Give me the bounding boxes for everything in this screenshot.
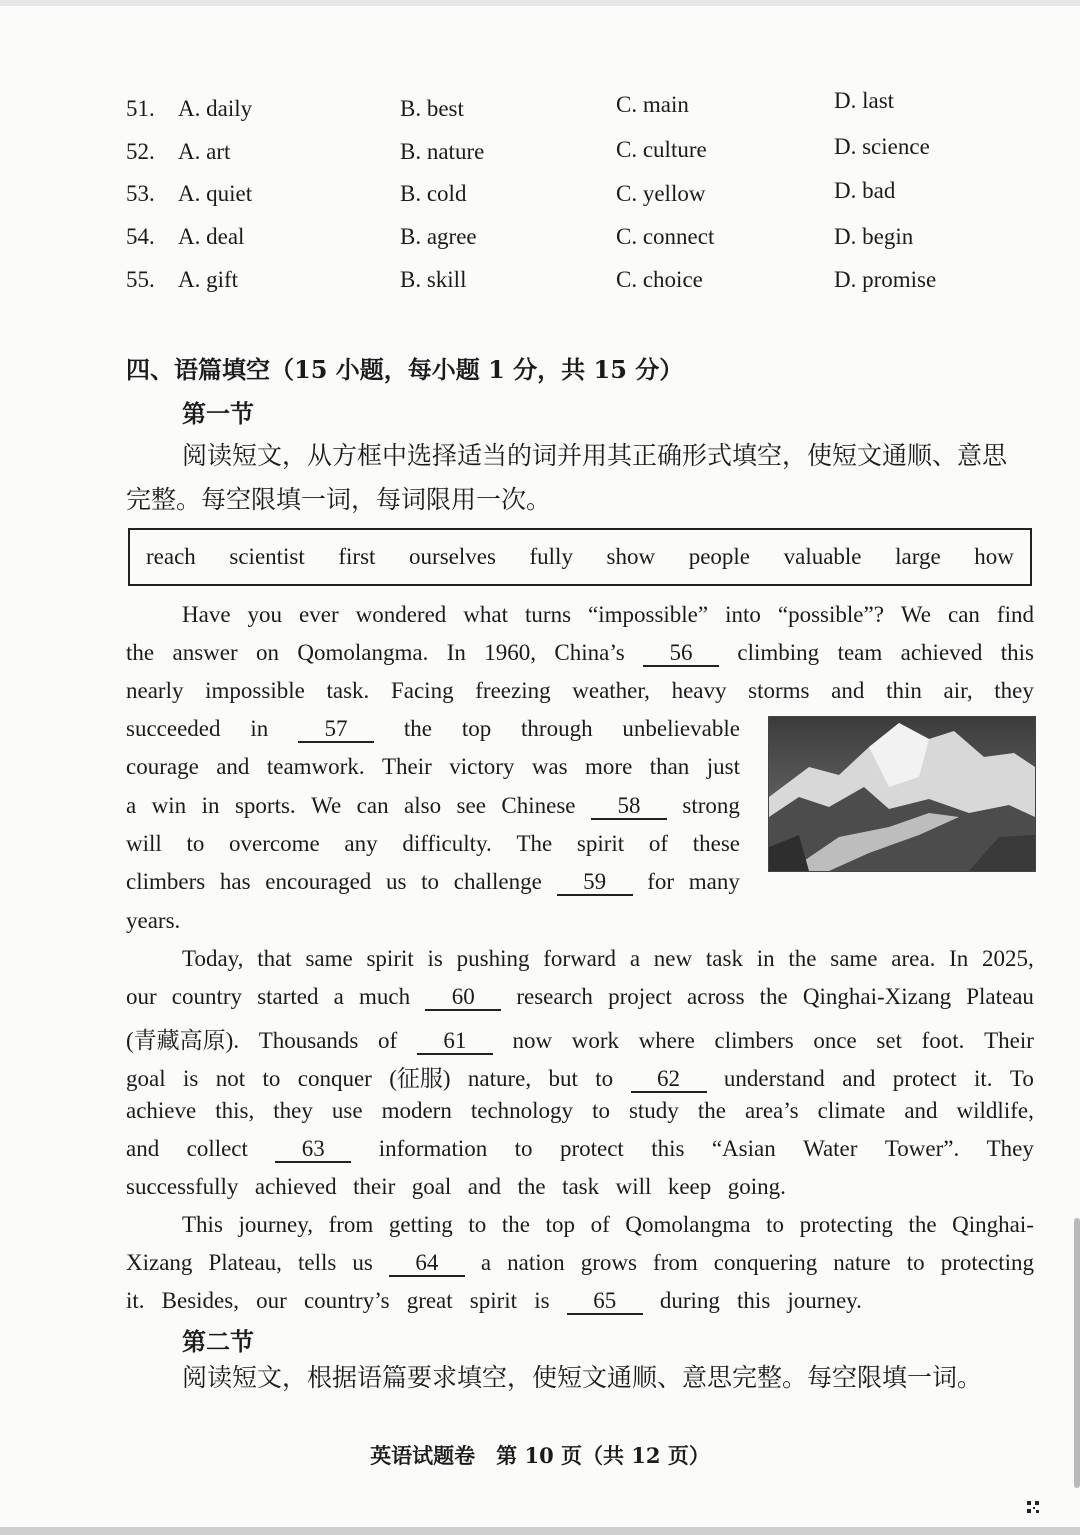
passage-word: has [219,869,251,894]
passage-word: once [813,1028,857,1053]
blank-58: 58 [591,794,667,820]
passage-word: collect [186,1136,248,1161]
passage-word: going. [727,1174,786,1199]
passage-word: our [126,984,157,1009]
passage-word: spirit [469,1288,518,1313]
passage-word: protecting [799,1212,893,1237]
passage-word: it. [974,1066,993,1091]
passage-word: climate [817,1098,886,1123]
word-option: scientist [229,544,305,569]
passage-word: forward [543,946,617,971]
passage-word: We [311,793,342,818]
passage-word: storms [748,678,810,703]
option-row-53 [126,178,986,221]
passage-word: us [352,1250,373,1275]
section-title: 四、语篇填空（15 小题，每小题 1 分，共 15 分） [126,355,684,384]
passage-word: grows [580,1250,637,1275]
passage-word: task [705,946,743,971]
qr-code-icon [1026,1500,1040,1514]
passage-word: task. [326,678,370,703]
passage-word: during [659,1288,720,1313]
blank-65: 65 [567,1289,643,1315]
passage-word: project [608,984,672,1009]
passage-word: to [592,1098,610,1123]
passage-word: understand [723,1066,825,1091]
passage-word: this [651,1136,685,1161]
passage-word: to [906,1250,925,1275]
passage-word: weather, [572,678,650,703]
passage-word: In [949,946,969,971]
passage-line [182,946,1034,982]
passage-word: spirit [576,831,625,856]
passage-word: protect [892,1066,957,1091]
passage-word: same [830,946,878,971]
bottom-edge [0,1527,1080,1535]
word-option: fully [529,544,573,569]
option-d: D. begin [834,224,914,249]
part1-instruction-line1: 阅读短文，从方框中选择适当的词并用其正确形式填空，使短文通顺、意思 [182,441,1008,470]
word-option: how [974,544,1014,569]
passage-word: find [996,602,1034,627]
passage-word: top [545,1212,575,1237]
passage-word: their [353,1174,396,1199]
option-c: C. connect [616,224,715,249]
passage-line [126,1060,1034,1096]
passage-word: (征服) [389,1066,451,1091]
passage-word: encouraged [265,869,372,894]
passage-word: the [788,946,817,971]
question-number: 52. [126,139,155,164]
passage-word: sports. [234,793,296,818]
option-c: C. main [616,92,689,117]
passage-word: area. [891,946,936,971]
passage-word: succeeded [126,716,221,741]
passage-word: air, [943,678,973,703]
passage-word: the [908,1212,937,1237]
passage-word: in [201,793,220,818]
passage-word: that [257,946,292,971]
option-row-52 [126,134,986,179]
passage-line [126,1174,786,1210]
passage-word: it. [126,1288,145,1313]
passage-line [126,1098,1034,1134]
passage-word: They [986,1136,1034,1161]
passage-word: top [461,716,492,741]
passage-word: Have [182,602,231,627]
passage-word: a [333,984,344,1009]
passage-word: To [1009,1066,1034,1091]
passage-word: a [629,946,641,971]
passage-word: see [456,793,486,818]
passage-word: achieved [254,1174,337,1199]
passage-word: Qomolangma [625,1212,751,1237]
passage-word: Xizang [126,1250,193,1275]
option-d: D. last [834,88,895,113]
mountain-illustration [769,717,1035,871]
blank-60: 60 [425,985,501,1011]
passage-word: goal [126,1066,166,1091]
passage-line [126,793,740,829]
passage-word: Water [803,1136,858,1161]
option-row-51 [126,88,986,136]
passage-word: wondered [355,602,447,627]
passage-word: work [571,1028,620,1053]
passage-word: freezing [475,678,551,703]
passage-word: the [697,1098,726,1123]
passage-word: also [404,793,442,818]
passage-word: challenge [453,869,542,894]
passage-word: “possible”? [777,602,884,627]
passage-word: in [250,716,269,741]
option-a: A. art [178,139,231,164]
passage-word: “impossible” [588,602,709,627]
passage-word: nature, [467,1066,532,1091]
passage-word: (青藏高原). [126,1028,240,1053]
passage-word: answer [172,640,238,665]
passage-word: Thousands [258,1028,359,1053]
blank-63: 63 [275,1137,351,1163]
blank-56: 56 [643,641,719,667]
blank-62: 62 [631,1067,707,1093]
question-number: 53. [126,181,155,206]
passage-word: in [756,946,775,971]
passage-text: years. [126,908,181,933]
passage-word: and [216,754,250,779]
blank-64: 64 [389,1251,465,1277]
passage-word: to [421,869,440,894]
passage-word: overcome [229,831,320,856]
option-c: C. culture [616,137,707,162]
option-a: A. daily [178,96,253,121]
passage-word: heavy [671,678,727,703]
passage-word: thin [886,678,922,703]
part1-title: 第一节 [182,399,254,428]
passage-word: same [305,946,353,971]
mountain-photo [768,716,1036,872]
passage-word: information [378,1136,488,1161]
passage-word: through [521,716,593,741]
passage-word: not [215,1066,246,1091]
passage-word: research [516,984,593,1009]
passage-word: conquering [713,1250,818,1275]
passage-word: nearly [126,678,184,703]
passage-word: into [725,602,761,627]
word-option: ourselves [409,544,496,569]
passage-word: 2025, [982,946,1034,971]
word-option: show [606,544,656,569]
passage-word: can [356,793,389,818]
passage-word: this [1000,640,1034,665]
option-b: B. best [400,96,464,121]
passage-word: spirit [366,946,414,971]
passage-word: and [831,678,865,703]
passage-word: nation [507,1250,565,1275]
passage-word: can [947,602,980,627]
passage-line [126,1136,1034,1172]
passage-word: of [590,1212,610,1237]
option-c: C. choice [616,267,703,292]
passage-line [126,640,1034,676]
passage-word: where [638,1028,695,1053]
blank-61: 61 [417,1029,493,1055]
passage-word: achieve [126,1098,197,1123]
passage-word: just [706,754,740,779]
option-row-54 [126,224,986,264]
passage-word: any [344,831,378,856]
passage-word: country’s [303,1288,390,1313]
passage-word: climbers [714,1028,794,1053]
word-option: first [338,544,376,569]
scrollbar[interactable] [1074,1218,1080,1488]
passage-word: is [534,1288,550,1313]
passage-word: of [648,831,669,856]
passage-line [126,869,740,905]
passage-word: country [171,984,243,1009]
passage-word: set [876,1028,902,1053]
passage-word: task [562,1174,600,1199]
option-b: B. agree [400,224,477,249]
passage-word: is [182,1066,199,1091]
passage-word: to [186,831,205,856]
passage-word: to [262,1066,281,1091]
passage-word: from [653,1250,698,1275]
passage-word: conquer [297,1066,372,1091]
passage-word: We [900,602,931,627]
passage-word: foot. [921,1028,965,1053]
passage-word: wildlife, [956,1098,1034,1123]
passage-word: of [378,1028,398,1053]
passage-line [126,754,740,790]
passage-line [126,831,740,867]
passage-word: Plateau, [208,1250,282,1275]
passage-word: on [256,640,279,665]
passage-word: much [358,984,411,1009]
passage-word: our [256,1288,287,1313]
passage-word: was [531,754,568,779]
word-option: valuable [783,544,862,569]
passage-word: many [688,869,740,894]
passage-word: Today, [182,946,244,971]
passage-word: to [514,1136,533,1161]
passage-line [182,602,1034,638]
passage-word: but [548,1066,578,1091]
passage-word: this [737,1288,771,1313]
passage-word: for [647,869,675,894]
passage-word: across [687,984,745,1009]
part1-instruction-line2: 完整。每空限填一词，每词限用一次。 [126,485,552,514]
passage-word: will [615,1174,652,1199]
passage-word: you [247,602,283,627]
passage-word: getting [388,1212,453,1237]
word-option: people [688,544,751,569]
passage-word: protect [559,1136,624,1161]
passage-word: the [759,984,788,1009]
passage-word: ever [299,602,339,627]
passage-word: and [904,1098,938,1123]
passage-word: nature [833,1250,891,1275]
passage-word: they [273,1098,313,1123]
passage-word: climbers [126,869,206,894]
passage-word: and [467,1174,502,1199]
passage-word: courage [126,754,199,779]
option-b: B. skill [400,267,467,292]
passage-word: unbelievable [622,716,740,741]
option-d: D. science [834,134,930,159]
passage-word: The [516,831,553,856]
page-footer: 英语试题卷 第 10 页（共 12 页） [370,1443,710,1468]
passage-word: Qomolangma. [297,640,429,665]
passage-word: the [403,716,432,741]
passage-word: now [512,1028,553,1053]
passage-word: tells [297,1250,337,1275]
passage-word: China’s [554,640,625,665]
question-number: 54. [126,224,155,249]
blank-59: 59 [557,870,633,896]
passage-word: a [126,793,137,818]
passage-word: Besides, [161,1288,239,1313]
passage-word: impossible [205,678,305,703]
question-number: 55. [126,267,155,292]
passage-word: than [649,754,690,779]
question-number: 51. [126,96,155,121]
passage-word: journey, [238,1212,313,1237]
passage-word: this, [215,1098,255,1123]
option-c: C. yellow [616,181,706,206]
top-edge [0,0,1080,6]
passage-word: turns [525,602,572,627]
passage-word: and [842,1066,876,1091]
part2-title: 第二节 [182,1327,254,1356]
passage-word: team [837,640,883,665]
passage-word: great [406,1288,453,1313]
passage-line [126,716,740,752]
passage-word: Facing [390,678,454,703]
passage-word: In [446,640,466,665]
part2-instruction: 阅读短文，根据语篇要求填空，使短文通顺、意思完整。每空限填一词。 [182,1363,983,1392]
passage-word: difficulty. [402,831,492,856]
passage-word: to [766,1212,785,1237]
passage-word: This [182,1212,223,1237]
passage-word: journey. [787,1288,862,1313]
passage-word: technology [470,1098,574,1123]
passage-word: protecting [940,1250,1034,1275]
passage-word: successfully [126,1174,239,1199]
passage-word: us [385,869,407,894]
passage-word: use [331,1098,363,1123]
passage-word: area’s [744,1098,799,1123]
passage-word: Plateau [966,984,1034,1009]
passage-word: more [585,754,633,779]
passage-word: study [628,1098,679,1123]
passage-word: what [463,602,509,627]
passage-word: will [126,831,162,856]
passage-word: Their [382,754,432,779]
word-box [128,528,1032,586]
passage-word: Their [984,1028,1034,1053]
passage-word: Qinghai- [952,1212,1034,1237]
option-b: B. cold [400,181,467,206]
passage-word: goal [411,1174,452,1199]
passage-word: “Asian [711,1136,776,1161]
passage-word: strong [682,793,740,818]
passage-word: the [126,640,155,665]
passage-word: victory [449,754,515,779]
passage-word: a [480,1250,492,1275]
passage-line [126,1250,1034,1286]
passage-line [126,1022,1034,1058]
passage-word: keep [667,1174,712,1199]
passage-word: Chinese [501,793,576,818]
passage-word: new [653,946,693,971]
passage-word: win [151,793,187,818]
passage-line [182,1212,1034,1248]
passage-word: they [994,678,1034,703]
passage-word: pushing [456,946,530,971]
passage-word: modern [381,1098,452,1123]
passage-word: teamwork. [266,754,365,779]
passage-word: and [126,1136,160,1161]
option-a: A. deal [178,224,245,249]
passage-line [126,1288,862,1324]
passage-word: achieved [900,640,983,665]
passage-word: is [427,946,443,971]
passage-word: Qinghai-Xizang [802,984,952,1009]
passage-word: 1960, [484,640,536,665]
word-option: large [895,544,941,569]
passage-word: these [692,831,740,856]
option-d: D. bad [834,178,896,203]
passage-word: climbing [737,640,820,665]
passage-line [126,908,1034,944]
option-a: A. gift [178,267,239,292]
option-row-55 [126,267,986,307]
passage-word: the [517,1174,546,1199]
passage-word: Tower”. [884,1136,960,1161]
word-option: reach [146,544,196,569]
passage-word: the [501,1212,530,1237]
blank-57: 57 [298,717,374,743]
passage-word: started [257,984,319,1009]
option-a: A. quiet [178,181,253,206]
passage-word: to [468,1212,487,1237]
option-d: D. promise [834,267,937,292]
passage-word: to [595,1066,614,1091]
option-b: B. nature [400,139,485,164]
passage-line [126,678,1034,714]
passage-word: from [328,1212,374,1237]
passage-line [126,984,1034,1020]
